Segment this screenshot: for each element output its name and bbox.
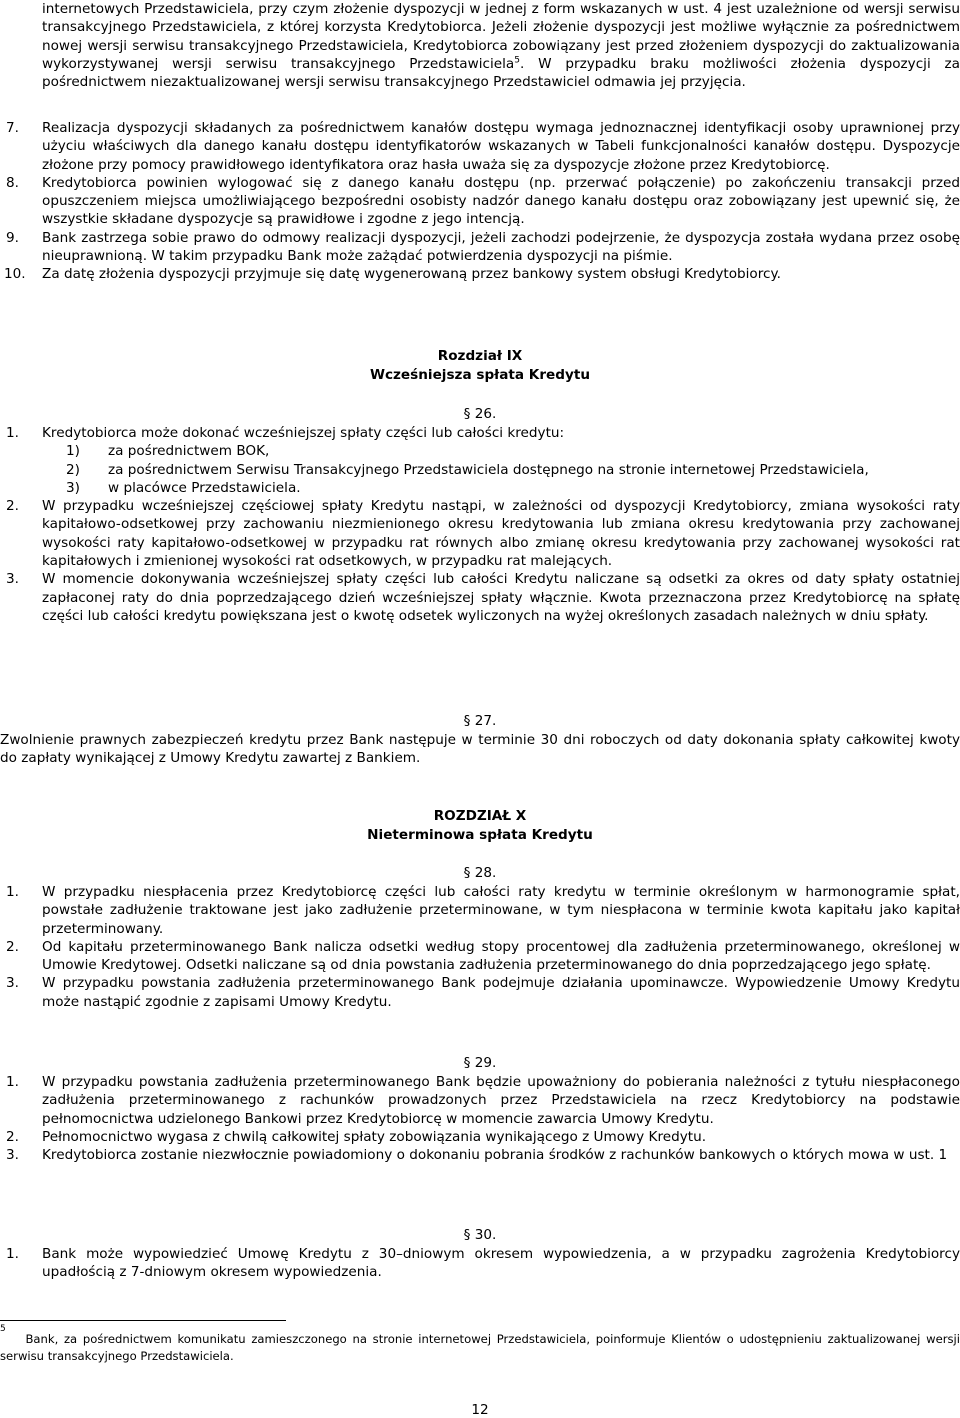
sub-item-number: 2) xyxy=(66,461,80,478)
item-text: Kredytobiorca zostanie niezwłocznie powiadomiony o dokonaniu pobrania środków z rachunków bankowych o których mowa w ust. 1 xyxy=(42,1147,948,1164)
chapter-heading xyxy=(0,347,960,385)
section-sign: § 26. xyxy=(463,406,497,422)
chapter-title: ROZDZIAŁ X xyxy=(433,808,527,824)
chapter-subtitle: Nieterminowa spłata Kredytu xyxy=(367,827,593,843)
list-item xyxy=(0,424,960,442)
sub-item xyxy=(0,461,960,479)
page-number: 12 xyxy=(471,1402,489,1418)
chapter-title: Rozdział IX xyxy=(437,348,523,364)
intro-text-part1: internetowych Przedstawiciela, przy czym złożenie dyspozycji w jednej z form wskazanych w ust. 4 jest uzależnione od wersji serwisu transakcyjnego Przedstawiciela, z której korzysta Kredytobiorca. Jeżeli złożenie dyspozycji jest możliwe wyłącznie za pośrednictwem nowej wersji serwisu transakcyjnego Przedstawiciela, Kredytobiorca zobowiązany jest przed złożeniem dyspozycji do zaktualizowania wykorzystywanej wersji serwisu transakcyjnego Przedstawiciela xyxy=(42,1,960,72)
item-number: 3. xyxy=(6,1147,19,1164)
item-text: Kredytobiorca może dokonać wcześniejszej spłaty części lub całości kredytu: xyxy=(42,425,565,441)
list-item xyxy=(0,119,960,174)
item-text: W momencie dokonywania wcześniejszej spłaty części lub całości Kredytu naliczane są odsetki za okres od daty spłaty ostatniej zapłaconej raty do dnia poprzedzającego dzień wcześniejszej spłaty włącznie. Kwota przeznaczona przez Kredytobiorcę na spłatę części lub całości kredytu powiększana jest o kwotę odsetek wyliczonych na wyżej określonych zasadach należnych w dniu spłaty. xyxy=(42,571,960,624)
section-30 xyxy=(0,1226,960,1282)
item-number: 3. xyxy=(6,571,19,588)
item-number: 10. xyxy=(4,266,26,283)
item-number: 9. xyxy=(6,229,19,246)
item-number: 1. xyxy=(6,1246,19,1262)
section-27 xyxy=(0,712,960,768)
list-item xyxy=(0,883,960,938)
item-text: W przypadku wcześniejszej częściowej spłaty Kredytu nastąpi, w zależności od dyspozycji Kredytobiorcy, zmiana wysokości raty kapitałowo-odsetkowej przy zachowaniu niezmienionego okresu kredytowania lub zmiana okresu kredytowania przy zachowanej wysokości raty kapitałowo-odsetkowej w przypadku rat równych albo zmianę okresu kredytowania przy zachowanej wysokości rat kapitałowych i zmienionej wysokości rat odsetkowych, w przypadku rat malejących. xyxy=(42,498,960,570)
item-text: Kredytobiorca powinien wylogować się z danego kanału dostępu (np. przerwać połączenie) po zakończeniu transakcji przed opuszczeniem miejsca umożliwiającego bezpośredni osobisty nadzór danego kanału dostępu oraz zobowiązany jest upewnić się, że wszystkie składane dyspozycje są prawidłowe i zgodne z jego intencją. xyxy=(42,174,960,228)
list-item xyxy=(0,229,960,266)
intro-text xyxy=(0,0,960,91)
item-number: 2. xyxy=(6,498,19,515)
list-item xyxy=(0,1245,960,1282)
list-item xyxy=(0,1073,960,1128)
footnote xyxy=(0,1324,960,1365)
list-item xyxy=(0,1128,960,1146)
intro-text-part2: . W przypadku braku możliwości złożenia dyspozycji za pośrednictwem niezaktualizowanej wersji serwisu transakcyjnego Przedstawiciel odmawia jej przyjęcia. xyxy=(42,55,960,91)
section-28 xyxy=(0,864,960,1011)
sub-item-text: w placówce Przedstawiciela. xyxy=(108,479,301,496)
section-29 xyxy=(0,1054,960,1164)
list-item xyxy=(0,570,960,625)
item-text: W przypadku powstania zadłużenia przeterminowanego Bank podejmuje działania upominawcze. Wypowiedzenie Umowy Kredytu może nastąpić zgodnie z zapisami Umowy Kredytu. xyxy=(42,975,960,1010)
footnote-mark: 5 xyxy=(0,1324,6,1334)
footnote-text: Bank, za pośrednictwem komunikatu zamieszczonego na stronie internetowej Przedstawiciela, poinformuje Klientów o udostępnieniu zaktualizowanej wersji serwisu transakcyjnego Przedstawiciela. xyxy=(0,1332,960,1363)
sub-item-text: za pośrednictwem Serwisu Transakcyjnego Przedstawiciela dostępnego na stronie internetowej Przedstawiciela, xyxy=(108,461,869,478)
section-text: Zwolnienie prawnych zabezpieczeń kredytu przez Bank następuje w terminie 30 dni roboczych od daty dokonania spłaty całkowitej kwoty do zapłaty wynikającej z Umowy Kredytu zawartej z Bankiem. xyxy=(0,732,960,767)
section-26 xyxy=(0,405,960,625)
item-number: 1. xyxy=(6,1074,19,1090)
item-number: 3. xyxy=(6,975,19,992)
list-item xyxy=(0,938,960,975)
item-text: W przypadku niespłacenia przez Kredytobiorcę części lub całości raty kredytu w terminie określonym w harmonogramie spłat, powstałe zadłużenie traktowane jest jako zadłużenie przeterminowane, w tym niespłacona w terminie kwota kapitału jako kapitał przeterminowany. xyxy=(42,884,960,937)
section-sign: § 29. xyxy=(463,1055,497,1071)
list-item xyxy=(0,974,960,1011)
item-number: 2. xyxy=(6,1128,19,1145)
list-item xyxy=(0,1146,960,1164)
item-number: 1. xyxy=(6,425,19,441)
section-sign: § 28. xyxy=(463,865,497,881)
section-sign: § 27. xyxy=(463,713,497,729)
item-text: Pełnomocnictwo wygasa z chwilą całkowitej spłaty zobowiązania wynikającego z Umowy Kredytu. xyxy=(42,1128,707,1145)
item-text: Realizacja dyspozycji składanych za pośrednictwem kanałów dostępu wymaga jednoznacznej identyfikacji osoby uprawnionej przy użyciu właściwych dla danego kanału dostępu identyfikatorów wskazanych w Tabeli funkcjonalności kanałów dostępu. Dyspozycje złożone przy pomocy prawidłowego identyfikatora oraz hasła uważa się za dyspozycje złożone przez Kredytobiorcę. xyxy=(42,120,960,173)
sub-item xyxy=(0,442,960,460)
footnote-divider xyxy=(0,1320,286,1321)
intro-paragraph xyxy=(0,0,960,91)
item-text: Za datę złożenia dyspozycji przyjmuje się datę wygenerowaną przez bankowy system obsługi Kredytobiorcy. xyxy=(42,266,781,283)
sub-item xyxy=(0,479,960,497)
list-item xyxy=(0,497,960,570)
items-top-list xyxy=(0,119,960,284)
item-number: 1. xyxy=(6,884,19,900)
sub-item-number: 1) xyxy=(66,443,80,460)
list-item xyxy=(0,265,960,283)
section-sign: § 30. xyxy=(463,1227,497,1243)
item-text: W przypadku powstania zadłużenia przeterminowanego Bank będzie upoważniony do pobierania należności z tytułu niespłaconego zadłużenia przeterminowanego z rachunków prowadzonych przez Przedstawiciela na rzecz Kredytobiorcy na podstawie pełnomocnictwa udzielonego Bankowi przez Kredytobiorcę w momencie zawarcia Umowy Kredytu. xyxy=(42,1074,960,1127)
item-text: Bank może wypowiedzieć Umowę Kredytu z 30–dniowym okresem wypowiedzenia, a w przypadku zagrożenia Kredytobiorcy upadłością z 7-dniowym okresem wypowiedzenia. xyxy=(42,1246,960,1281)
footnote-reference: 5 xyxy=(514,55,520,66)
sub-item-number: 3) xyxy=(66,479,80,496)
item-number: 7. xyxy=(6,120,19,136)
list-item xyxy=(0,174,960,229)
item-text: Bank zastrzega sobie prawo do odmowy realizacji dyspozycji, jeżeli zachodzi podejrzenie, że dyspozycja została wydana przez osobę nieuprawnioną. W takim przypadku Bank może zażądać potwierdzenia dyspozycji na piśmie. xyxy=(42,229,960,265)
item-number: 2. xyxy=(6,938,19,955)
item-number: 8. xyxy=(6,174,19,191)
chapter-subtitle: Wcześniejsza spłata Kredytu xyxy=(369,367,591,383)
chapter-heading xyxy=(0,807,960,845)
sub-item-text: za pośrednictwem BOK, xyxy=(108,443,270,460)
item-text: Od kapitału przeterminowanego Bank nalicza odsetki według stopy procentowej dla zadłużenia przeterminowanego, określonej w Umowie Kredytowej. Odsetki naliczane są od dnia powstania zadłużenia przeterminowanego do dnia poprzedzającego jego spłatę. xyxy=(42,938,960,974)
